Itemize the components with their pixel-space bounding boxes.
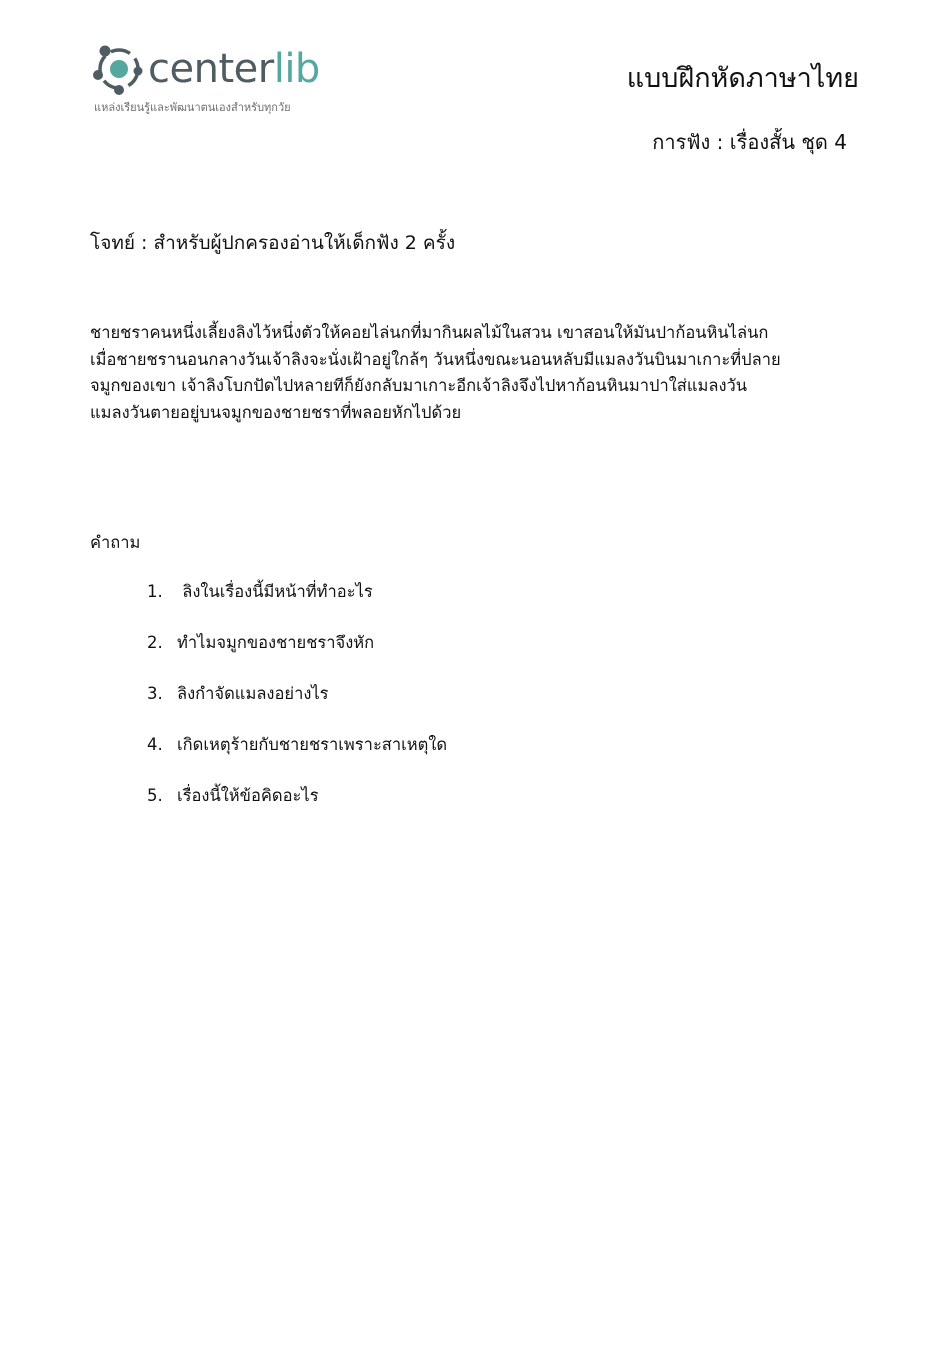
question-text: ลิงกำจัดแมลงอย่างไร xyxy=(177,684,329,703)
question-number: 4. xyxy=(147,735,163,754)
question-text: ทำไมจมูกของชายชราจึงหัก xyxy=(177,633,375,652)
logo-word-lib: lib xyxy=(273,46,320,92)
story-line: แมลงวันตายอยู่บนจมูกของชายชราที่พลอยหักไปด้วย xyxy=(90,402,462,422)
logo-molecule-icon xyxy=(92,42,146,96)
question-number: 2. xyxy=(147,633,163,652)
question-number: 5. xyxy=(147,786,163,805)
question-item xyxy=(147,783,447,834)
story-paragraph xyxy=(90,320,865,426)
logo-tagline: แหล่งเรียนรู้และพัฒนาตนเองสำหรับทุกวัย xyxy=(94,101,291,114)
questions-heading: คำถาม xyxy=(90,533,141,552)
document-subtitle: การฟัง : เรื่องสั้น ชุด 4 xyxy=(652,130,847,154)
question-item xyxy=(147,579,447,630)
question-text: เกิดเหตุร้ายกับชายชราเพราะสาเหตุใด xyxy=(177,735,448,754)
instruction-text: โจทย์ : สำหรับผู้ปกครองอ่านให้เด็กฟัง 2 ครั้ง xyxy=(90,232,456,254)
logo-wordmark xyxy=(148,42,320,96)
centerlib-logo xyxy=(92,40,352,120)
questions-list xyxy=(147,579,447,834)
story-line: จมูกของเขา เจ้าลิงโบกปัดไปหลายทีก็ยังกลับมาเกาะอีกเจ้าลิงจึงไปหาก้อนหินมาปาใส่แมลงวัน xyxy=(90,376,748,395)
question-item xyxy=(147,630,447,681)
question-number: 3. xyxy=(147,684,163,703)
question-number: 1. xyxy=(147,582,163,601)
question-item xyxy=(147,732,447,783)
story-line: เมื่อชายชรานอนกลางวันเจ้าลิงจะนั่งเฝ้าอยู่ใกล้ๆ วันหนึ่งขณะนอนหลับมีแมลงวันบินมาเกาะที่ปลาย xyxy=(90,349,781,369)
question-text: ลิงในเรื่องนี้มีหน้าที่ทำอะไร xyxy=(177,582,373,601)
story-line: ชายชราคนหนึ่งเลี้ยงลิงไว้หนึ่งตัวให้คอยไล่นกที่มากินผลไม้ในสวน เขาสอนให้มันปาก้อนหินไล่นก xyxy=(90,323,769,342)
question-item xyxy=(147,681,447,732)
logo-word-center: center xyxy=(148,46,274,92)
document-title: แบบฝึกหัดภาษาไทย xyxy=(626,63,859,94)
question-text: เรื่องนี้ให้ข้อคิดอะไร xyxy=(177,786,319,805)
